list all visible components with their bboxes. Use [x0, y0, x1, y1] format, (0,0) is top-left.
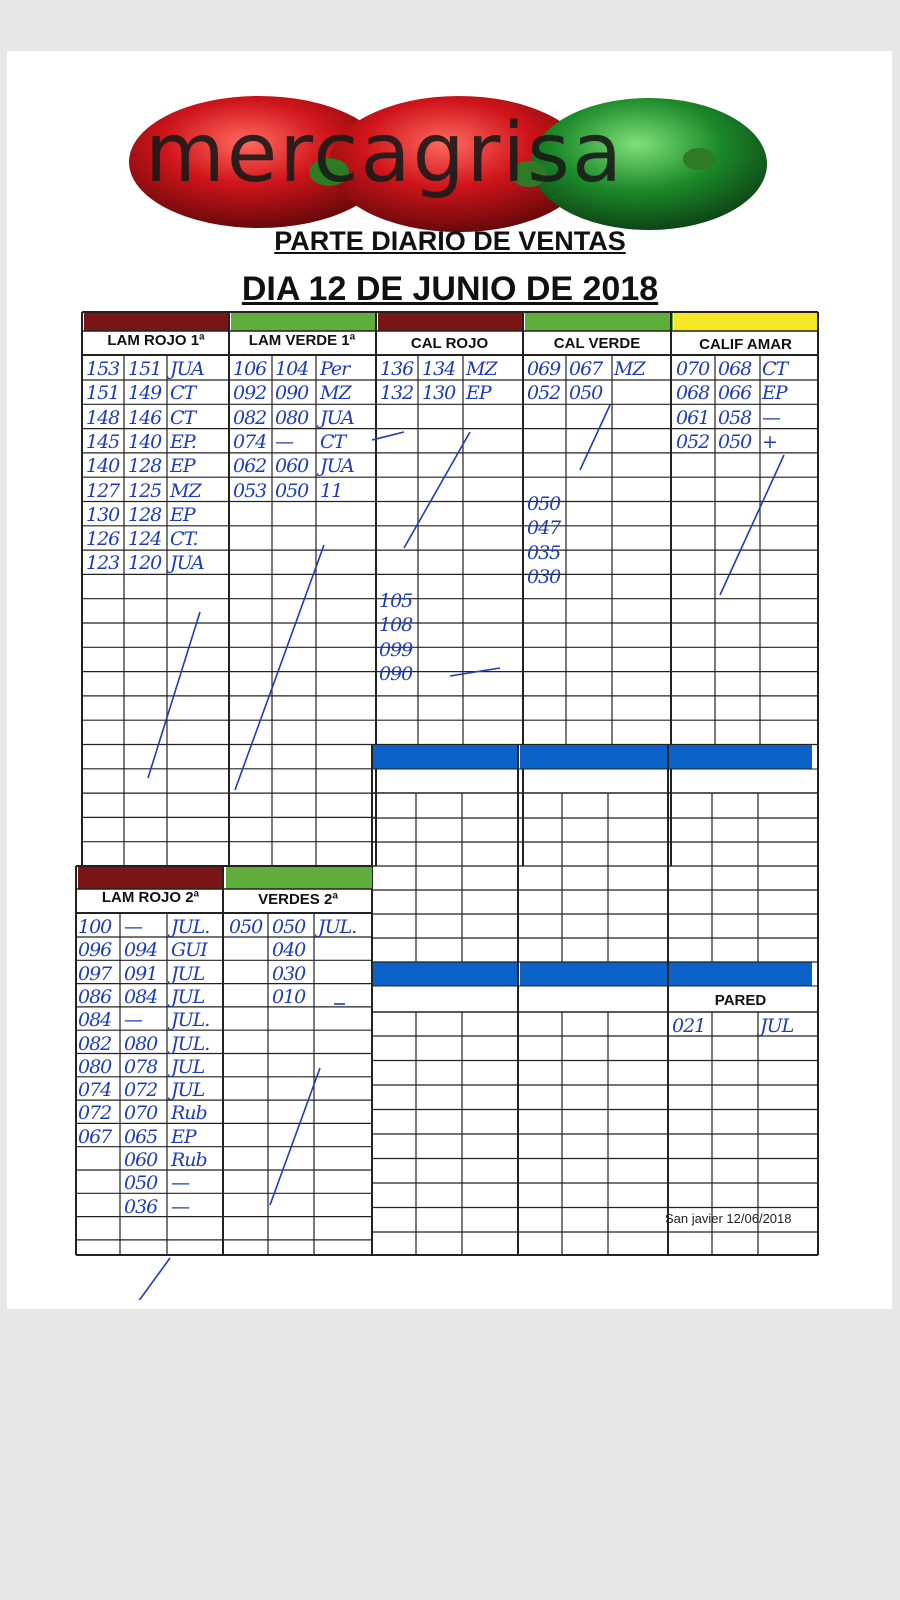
- lam-verde-1-entry-r3-c0: 074: [233, 430, 267, 453]
- lam-verde-1-entry-r4-c0: 062: [233, 455, 267, 478]
- lam-rojo-2-entry-r10-c2: Rub: [171, 1149, 207, 1171]
- pen-stroke: [580, 405, 610, 470]
- lam-rojo-2-entry-r5-c0: 082: [78, 1032, 112, 1055]
- color-band-1: [231, 313, 377, 331]
- pen-stroke: [404, 432, 470, 548]
- verdes-2-entry-r1-c1: 040: [272, 939, 306, 962]
- verdes-2-entry-r0-c2: JUL.: [318, 916, 357, 938]
- cal-rojo-entry-r0-c0: 136: [380, 358, 414, 380]
- lam-verde-1-entry-r5-c0: 053: [233, 479, 267, 502]
- color-band-4: [674, 313, 817, 331]
- lam-rojo-2-entry-r5-c2: JUL.: [171, 1032, 210, 1055]
- lam-rojo-2-entry-r1-c1: 094: [124, 939, 158, 962]
- blue-band-1-0: [373, 962, 519, 986]
- calif-amar-entry-r1-c1: 066: [718, 382, 752, 405]
- lam-rojo-2-entry-r2-c0: 097: [78, 962, 112, 985]
- color-band-lower-1: [226, 867, 372, 889]
- pared-entry-r0-c0: 021: [672, 1015, 706, 1037]
- document-title: PARTE DIARIO DE VENTAS: [274, 226, 626, 256]
- calif-amar-entry-r2-c1: 058: [718, 406, 752, 429]
- lam-rojo-2-entry-r8-c1: 070: [124, 1102, 158, 1125]
- cal-verde-entry-r0-c2: MZ: [614, 358, 645, 380]
- footer-place-date: San javier 12/06/2018: [665, 1211, 792, 1226]
- cal-rojo-entry-r0-c1: 134: [422, 358, 456, 380]
- lam-rojo-1-entry-r4-c1: 128: [128, 455, 162, 478]
- lam-rojo-2-entry-r9-c1: 065: [124, 1125, 158, 1148]
- lam-rojo-2-entry-r8-c2: Rub: [171, 1102, 207, 1125]
- color-band-0: [84, 313, 230, 331]
- brand-logo: mercagrisa: [145, 106, 625, 201]
- lam-rojo-2-entry-r4-c0: 084: [78, 1009, 112, 1032]
- cal-rojo-entry-r0-c2: MZ: [466, 358, 497, 380]
- lam-rojo-2-entry-r7-c1: 072: [124, 1079, 158, 1102]
- lam-verde-1-entry-r1-c2: MZ: [320, 382, 351, 405]
- cal-rojo-lower-entry-3: 090: [379, 662, 413, 685]
- lam-rojo-2-entry-r6-c1: 078: [124, 1055, 158, 1078]
- pared-entry-r0-c2: JUL: [760, 1015, 794, 1037]
- pen-stroke: [148, 612, 200, 778]
- cal-verde-entry-r1-c1: 050: [569, 382, 603, 405]
- lam-rojo-2-entry-r0-c2: JUL.: [171, 916, 210, 938]
- lam-rojo-1-entry-r7-c1: 124: [128, 528, 162, 551]
- calif-amar-entry-r0-c2: CT: [762, 358, 788, 380]
- cal-rojo-entry-r1-c2: EP: [466, 382, 491, 405]
- cal-rojo-lower-entry-0: 105: [379, 590, 413, 612]
- lam-rojo-2-entry-r5-c1: 080: [124, 1032, 158, 1055]
- cal-rojo-entry-r1-c1: 130: [422, 382, 456, 405]
- lam-rojo-2-entry-r9-c2: EP: [171, 1125, 196, 1148]
- verdes-2-entry-r3-c1: 010: [272, 985, 306, 1008]
- lam-verde-1-entry-r0-c0: 106: [233, 358, 267, 380]
- cal-verde-entry-r0-c0: 069: [527, 358, 561, 380]
- lam-rojo-1-entry-r0-c1: 151: [128, 358, 162, 380]
- calif-amar-entry-r2-c2: —: [762, 406, 780, 429]
- lam-rojo-2-entry-r3-c2: JUL: [171, 985, 205, 1008]
- lam-rojo-2-entry-r8-c0: 072: [78, 1102, 112, 1125]
- lam-rojo-1-entry-r4-c0: 140: [86, 455, 120, 478]
- blue-band-1-2: [669, 962, 812, 986]
- col-header-lam-rojo-2: LAM ROJO 2ª: [101, 889, 200, 906]
- color-band-lower-0: [78, 867, 224, 889]
- lam-rojo-1-entry-r6-c1: 128: [128, 503, 162, 526]
- col-header-cal-verde: CAL VERDE: [553, 335, 641, 352]
- color-band-2: [378, 313, 524, 331]
- col-header-pared: PARED: [714, 992, 767, 1009]
- lam-rojo-1-entry-r1-c2: CT: [170, 382, 196, 405]
- blue-band-0-1: [520, 745, 668, 769]
- lam-rojo-1-entry-r1-c0: 151: [86, 382, 120, 405]
- lam-rojo-2-entry-r3-c0: 086: [78, 985, 112, 1008]
- blue-band-0-0: [373, 745, 519, 769]
- cal-rojo-entry-r1-c0: 132: [380, 382, 414, 405]
- col-header-cal-rojo: CAL ROJO: [410, 335, 489, 352]
- col-header-calif-amar: CALIF AMAR: [699, 336, 792, 353]
- lam-rojo-2-entry-r11-c1: 050: [124, 1172, 158, 1195]
- lam-rojo-2-entry-r10-c1: 060: [124, 1149, 158, 1171]
- cal-verde-lower-entry-1: 047: [527, 517, 561, 540]
- lam-rojo-1-entry-r2-c2: CT: [170, 406, 196, 429]
- col-header-lam-verde-1: LAM VERDE 1ª: [248, 332, 356, 349]
- pen-stroke: [235, 545, 324, 790]
- lam-verde-1-entry-r2-c1: 080: [275, 406, 309, 429]
- col-header-lam-rojo-1: LAM ROJO 1ª: [107, 332, 205, 349]
- lam-rojo-2-entry-r2-c1: 091: [124, 962, 158, 985]
- lam-rojo-2-entry-r1-c2: GUI: [171, 939, 207, 962]
- lam-rojo-1-entry-r0-c0: 153: [86, 358, 120, 380]
- calif-amar-entry-r3-c1: 050: [718, 430, 752, 453]
- lam-rojo-1-entry-r8-c0: 123: [86, 552, 120, 575]
- lam-rojo-1-entry-r5-c0: 127: [86, 479, 120, 502]
- lam-verde-1-entry-r3-c2: CT: [320, 430, 346, 453]
- lam-rojo-1-entry-r8-c2: JUA: [170, 552, 204, 575]
- cal-verde-lower-entry-0: 050: [527, 493, 561, 515]
- blue-band-1-1: [520, 962, 668, 986]
- calif-amar-entry-r0-c1: 068: [718, 358, 752, 380]
- lam-rojo-2-entry-r6-c2: JUL: [171, 1055, 205, 1078]
- lam-rojo-2-entry-r1-c0: 096: [78, 939, 112, 962]
- cal-rojo-lower-entry-2: 099: [379, 638, 413, 661]
- lam-rojo-2-entry-r4-c1: —: [124, 1009, 142, 1032]
- lam-rojo-1-entry-r8-c1: 120: [128, 552, 162, 575]
- lam-rojo-1-entry-r5-c2: MZ: [170, 479, 201, 502]
- lam-rojo-1-entry-r7-c0: 126: [86, 528, 120, 551]
- col-header-verdes-2: VERDES 2ª: [258, 891, 338, 908]
- lam-rojo-1-entry-r0-c2: JUA: [170, 358, 204, 380]
- lam-rojo-2-entry-r7-c0: 074: [78, 1079, 112, 1102]
- lam-verde-1-entry-r5-c2: 11: [320, 479, 343, 502]
- lam-rojo-1-entry-r3-c2: EP.: [170, 430, 196, 453]
- calif-amar-entry-r3-c0: 052: [676, 430, 710, 453]
- lam-rojo-1-entry-r3-c1: 140: [128, 430, 162, 453]
- lam-rojo-2-entry-r11-c2: —: [171, 1172, 189, 1195]
- cal-verde-lower-entry-3: 030: [527, 565, 561, 588]
- lam-rojo-1-entry-r3-c0: 145: [86, 430, 120, 453]
- lam-rojo-1-entry-r2-c0: 148: [86, 406, 120, 429]
- lam-rojo-1-entry-r6-c2: EP: [170, 503, 195, 526]
- calif-amar-entry-r2-c0: 061: [676, 406, 710, 429]
- lam-rojo-2-entry-r12-c2: —: [171, 1195, 189, 1218]
- calif-amar-entry-r1-c2: EP: [762, 382, 787, 405]
- lam-verde-1-entry-r5-c1: 050: [275, 479, 309, 502]
- lam-rojo-2-entry-r12-c1: 036: [124, 1195, 158, 1218]
- lam-verde-1-entry-r0-c2: Per: [320, 358, 350, 380]
- document-date: DIA 12 DE JUNIO DE 2018: [241, 270, 659, 308]
- cal-verde-entry-r1-c0: 052: [527, 382, 561, 405]
- verdes-2-entry-r0-c1: 050: [272, 916, 306, 938]
- cal-verde-lower-entry-2: 035: [527, 541, 561, 564]
- lam-rojo-2-entry-r6-c0: 080: [78, 1055, 112, 1078]
- verdes-2-entry-r0-c0: 050: [229, 916, 263, 938]
- cal-verde-entry-r0-c1: 067: [569, 358, 603, 380]
- lam-rojo-2-entry-r0-c0: 100: [78, 916, 112, 938]
- color-band-3: [525, 313, 673, 331]
- lam-rojo-1-entry-r1-c1: 149: [128, 382, 162, 405]
- lam-rojo-2-entry-r3-c1: 084: [124, 985, 158, 1008]
- pen-stroke: [138, 1258, 170, 1300]
- lam-rojo-2-entry-r4-c2: JUL.: [171, 1009, 210, 1032]
- calif-amar-entry-r0-c0: 070: [676, 358, 710, 380]
- calif-amar-entry-r1-c0: 068: [676, 382, 710, 405]
- lam-verde-1-entry-r2-c2: JUA: [320, 406, 354, 429]
- lam-rojo-1-entry-r4-c2: EP: [170, 455, 195, 478]
- lam-verde-1-entry-r1-c1: 090: [275, 382, 309, 405]
- lam-rojo-1-entry-r7-c2: CT.: [170, 528, 198, 551]
- lam-verde-1-entry-r1-c0: 092: [233, 382, 267, 405]
- lam-verde-1-entry-r0-c1: 104: [275, 358, 309, 380]
- lam-rojo-2-entry-r7-c2: JUL: [171, 1079, 205, 1102]
- lam-rojo-2-entry-r0-c1: —: [124, 916, 142, 938]
- calif-amar-entry-r3-c2: +: [762, 430, 777, 453]
- pen-stroke: [270, 1068, 320, 1205]
- lam-verde-1-entry-r3-c1: —: [275, 430, 293, 453]
- lam-rojo-1-entry-r2-c1: 146: [128, 406, 162, 429]
- cal-rojo-lower-entry-1: 108: [379, 614, 413, 637]
- lam-rojo-2-entry-r9-c0: 067: [78, 1125, 112, 1148]
- lam-verde-1-entry-r2-c0: 082: [233, 406, 267, 429]
- lam-rojo-1-entry-r5-c1: 125: [128, 479, 162, 502]
- lam-verde-1-entry-r4-c1: 060: [275, 455, 309, 478]
- verdes-2-entry-r2-c1: 030: [272, 962, 306, 985]
- lam-rojo-2-entry-r2-c2: JUL: [171, 962, 205, 985]
- blue-band-0-2: [669, 745, 812, 769]
- lam-rojo-1-entry-r6-c0: 130: [86, 503, 120, 526]
- lam-verde-1-entry-r4-c2: JUA: [320, 455, 354, 478]
